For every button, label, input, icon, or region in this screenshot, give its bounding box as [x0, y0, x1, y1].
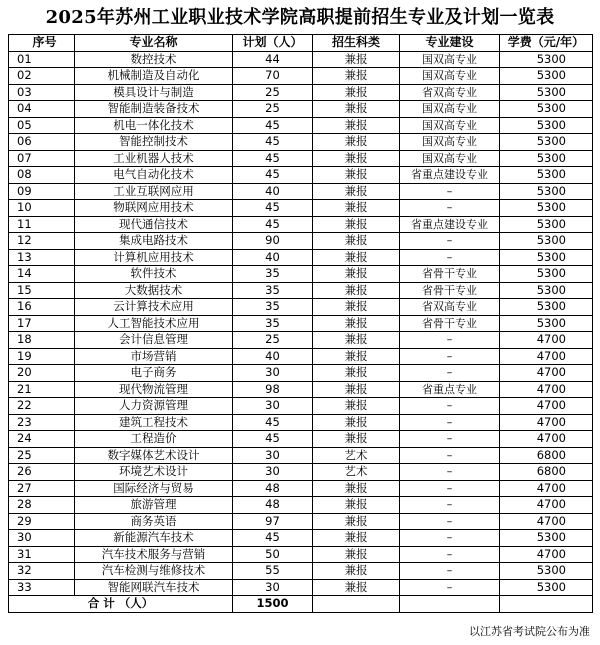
category-cell: 兼报	[313, 233, 400, 250]
tuition-cell: 5300	[500, 233, 593, 250]
plan-count-cell: 25	[233, 101, 313, 118]
category-cell: 兼报	[313, 51, 400, 68]
table-row	[9, 447, 593, 464]
table-row	[9, 299, 593, 316]
category-cell: 兼报	[313, 249, 400, 266]
tuition-cell: 5300	[500, 563, 593, 580]
category-cell: 兼报	[313, 381, 400, 398]
tuition-cell: 6800	[500, 464, 593, 481]
serial-cell: 28	[9, 497, 75, 514]
major-name-cell: 市场营销	[75, 348, 233, 365]
construction-cell: 国双高专业	[400, 51, 500, 68]
table-row	[9, 398, 593, 415]
tuition-cell: 4700	[500, 431, 593, 448]
plan-count-cell: 30	[233, 447, 313, 464]
construction-cell: –	[400, 546, 500, 563]
serial-cell: 01	[9, 51, 75, 68]
major-name-cell: 智能控制技术	[75, 134, 233, 151]
plan-count-cell: 45	[233, 431, 313, 448]
major-name-cell: 数字媒体艺术设计	[75, 447, 233, 464]
tuition-cell: 5300	[500, 315, 593, 332]
plan-count-cell: 40	[233, 183, 313, 200]
table-row	[9, 117, 593, 134]
major-name-cell: 现代通信技术	[75, 216, 233, 233]
serial-cell: 31	[9, 546, 75, 563]
table-row	[9, 233, 593, 250]
plan-count-cell: 35	[233, 282, 313, 299]
category-cell: 兼报	[313, 497, 400, 514]
serial-cell: 10	[9, 200, 75, 217]
major-name-cell: 汽车技术服务与营销	[75, 546, 233, 563]
construction-cell: 省双高专业	[400, 299, 500, 316]
construction-cell: –	[400, 249, 500, 266]
major-name-cell: 工业机器人技术	[75, 150, 233, 167]
construction-cell: –	[400, 497, 500, 514]
category-cell: 兼报	[313, 84, 400, 101]
major-name-cell: 人力资源管理	[75, 398, 233, 415]
category-cell: 兼报	[313, 414, 400, 431]
category-cell: 艺术	[313, 447, 400, 464]
tuition-cell: 4700	[500, 414, 593, 431]
major-name-cell: 机电一体化技术	[75, 117, 233, 134]
table-row	[9, 546, 593, 563]
plan-count-cell: 45	[233, 216, 313, 233]
tuition-cell: 5300	[500, 249, 593, 266]
category-cell: 兼报	[313, 299, 400, 316]
construction-cell: –	[400, 480, 500, 497]
category-cell: 艺术	[313, 464, 400, 481]
total-empty-cell	[313, 596, 400, 613]
table-row	[9, 530, 593, 547]
major-name-cell: 旅游管理	[75, 497, 233, 514]
major-name-cell: 建筑工程技术	[75, 414, 233, 431]
tuition-cell: 5300	[500, 101, 593, 118]
tuition-cell: 5300	[500, 84, 593, 101]
tuition-cell: 5300	[500, 117, 593, 134]
tuition-cell: 4700	[500, 381, 593, 398]
plan-count-cell: 45	[233, 117, 313, 134]
tuition-cell: 4700	[500, 497, 593, 514]
major-name-cell: 模具设计与制造	[75, 84, 233, 101]
tuition-cell: 6800	[500, 447, 593, 464]
table-row	[9, 84, 593, 101]
major-name-cell: 软件技术	[75, 266, 233, 283]
header-major-name: 专业名称	[75, 35, 233, 52]
construction-cell: –	[400, 183, 500, 200]
serial-cell: 17	[9, 315, 75, 332]
category-cell: 兼报	[313, 134, 400, 151]
major-name-cell: 物联网应用技术	[75, 200, 233, 217]
construction-cell: 省双高专业	[400, 84, 500, 101]
table-row	[9, 167, 593, 184]
plan-count-cell: 30	[233, 398, 313, 415]
category-cell: 兼报	[313, 480, 400, 497]
construction-cell: –	[400, 563, 500, 580]
table-header-row	[9, 35, 593, 52]
tuition-cell: 5300	[500, 68, 593, 85]
major-name-cell: 计算机应用技术	[75, 249, 233, 266]
tuition-cell: 5300	[500, 51, 593, 68]
major-name-cell: 智能制造装备技术	[75, 101, 233, 118]
plan-count-cell: 50	[233, 546, 313, 563]
serial-cell: 04	[9, 101, 75, 118]
tuition-cell: 4700	[500, 546, 593, 563]
table-row	[9, 266, 593, 283]
table-row	[9, 51, 593, 68]
category-cell: 兼报	[313, 332, 400, 349]
construction-cell: 省骨干专业	[400, 315, 500, 332]
category-cell: 兼报	[313, 216, 400, 233]
plan-count-cell: 45	[233, 414, 313, 431]
tuition-cell: 5300	[500, 134, 593, 151]
major-name-cell: 商务英语	[75, 513, 233, 530]
category-cell: 兼报	[313, 431, 400, 448]
serial-cell: 14	[9, 266, 75, 283]
tuition-cell: 4700	[500, 513, 593, 530]
plan-count-cell: 30	[233, 579, 313, 596]
header-tuition: 学费（元/年）	[500, 35, 593, 52]
enrollment-plan-table	[8, 34, 593, 613]
table-row	[9, 563, 593, 580]
table-row	[9, 68, 593, 85]
plan-count-cell: 45	[233, 134, 313, 151]
construction-cell: –	[400, 431, 500, 448]
tuition-cell: 5300	[500, 579, 593, 596]
tuition-cell: 5300	[500, 150, 593, 167]
plan-count-cell: 45	[233, 150, 313, 167]
construction-cell: –	[400, 348, 500, 365]
category-cell: 兼报	[313, 117, 400, 134]
major-name-cell: 会计信息管理	[75, 332, 233, 349]
header-category: 招生科类	[313, 35, 400, 52]
table-row	[9, 348, 593, 365]
table-row	[9, 464, 593, 481]
table-row	[9, 200, 593, 217]
plan-count-cell: 55	[233, 563, 313, 580]
table-row	[9, 249, 593, 266]
table-row	[9, 150, 593, 167]
serial-cell: 21	[9, 381, 75, 398]
construction-cell: 省骨干专业	[400, 266, 500, 283]
plan-count-cell: 70	[233, 68, 313, 85]
major-name-cell: 工业互联网应用	[75, 183, 233, 200]
construction-cell: –	[400, 365, 500, 382]
tuition-cell: 5300	[500, 200, 593, 217]
tuition-cell: 4700	[500, 398, 593, 415]
category-cell: 兼报	[313, 282, 400, 299]
tuition-cell: 5300	[500, 216, 593, 233]
construction-cell: 省重点建设专业	[400, 216, 500, 233]
serial-cell: 18	[9, 332, 75, 349]
serial-cell: 08	[9, 167, 75, 184]
table-row	[9, 497, 593, 514]
table-row	[9, 282, 593, 299]
serial-cell: 12	[9, 233, 75, 250]
serial-cell: 32	[9, 563, 75, 580]
category-cell: 兼报	[313, 200, 400, 217]
total-empty-cell	[500, 596, 593, 613]
category-cell: 兼报	[313, 167, 400, 184]
construction-cell: –	[400, 464, 500, 481]
plan-count-cell: 90	[233, 233, 313, 250]
category-cell: 兼报	[313, 348, 400, 365]
plan-count-cell: 45	[233, 167, 313, 184]
tuition-cell: 4700	[500, 348, 593, 365]
tuition-cell: 5300	[500, 167, 593, 184]
tuition-cell: 5300	[500, 299, 593, 316]
table-row	[9, 381, 593, 398]
serial-cell: 19	[9, 348, 75, 365]
serial-cell: 25	[9, 447, 75, 464]
major-name-cell: 电气自动化技术	[75, 167, 233, 184]
page-title: 2025年苏州工业职业技术学院高职提前招生专业及计划一览表	[45, 7, 555, 28]
construction-cell: 国双高专业	[400, 117, 500, 134]
construction-cell: –	[400, 513, 500, 530]
header-serial: 序号	[9, 35, 75, 52]
table-row	[9, 216, 593, 233]
construction-cell: 国双高专业	[400, 150, 500, 167]
major-name-cell: 电子商务	[75, 365, 233, 382]
plan-count-cell: 48	[233, 497, 313, 514]
plan-count-cell: 35	[233, 315, 313, 332]
category-cell: 兼报	[313, 150, 400, 167]
plan-count-cell: 98	[233, 381, 313, 398]
table-row	[9, 183, 593, 200]
total-label: 合 计 （人）	[9, 596, 233, 613]
major-name-cell: 人工智能技术应用	[75, 315, 233, 332]
table-body	[9, 51, 593, 596]
table-row	[9, 431, 593, 448]
serial-cell: 22	[9, 398, 75, 415]
serial-cell: 15	[9, 282, 75, 299]
table-row	[9, 134, 593, 151]
major-name-cell: 智能网联汽车技术	[75, 579, 233, 596]
construction-cell: –	[400, 233, 500, 250]
construction-cell: 国双高专业	[400, 68, 500, 85]
major-name-cell: 环境艺术设计	[75, 464, 233, 481]
serial-cell: 05	[9, 117, 75, 134]
plan-count-cell: 35	[233, 266, 313, 283]
plan-count-cell: 30	[233, 464, 313, 481]
total-value: 1500	[233, 596, 313, 613]
plan-count-cell: 45	[233, 200, 313, 217]
serial-cell: 27	[9, 480, 75, 497]
tuition-cell: 5300	[500, 530, 593, 547]
plan-count-cell: 48	[233, 480, 313, 497]
serial-cell: 07	[9, 150, 75, 167]
category-cell: 兼报	[313, 563, 400, 580]
serial-cell: 30	[9, 530, 75, 547]
major-name-cell: 大数据技术	[75, 282, 233, 299]
serial-cell: 03	[9, 84, 75, 101]
construction-cell: 省重点专业	[400, 381, 500, 398]
serial-cell: 13	[9, 249, 75, 266]
serial-cell: 29	[9, 513, 75, 530]
table-row	[9, 101, 593, 118]
category-cell: 兼报	[313, 68, 400, 85]
construction-cell: 省骨干专业	[400, 282, 500, 299]
serial-cell: 02	[9, 68, 75, 85]
header-plan: 计划（人）	[233, 35, 313, 52]
serial-cell: 11	[9, 216, 75, 233]
footnote: 以江苏省考试院公布为准	[469, 625, 590, 638]
major-name-cell: 国际经济与贸易	[75, 480, 233, 497]
category-cell: 兼报	[313, 546, 400, 563]
major-name-cell: 集成电路技术	[75, 233, 233, 250]
plan-count-cell: 35	[233, 299, 313, 316]
construction-cell: –	[400, 447, 500, 464]
total-empty-cell	[400, 596, 500, 613]
construction-cell: 省重点建设专业	[400, 167, 500, 184]
table-row	[9, 365, 593, 382]
tuition-cell: 5300	[500, 266, 593, 283]
serial-cell: 23	[9, 414, 75, 431]
table-row	[9, 414, 593, 431]
tuition-cell: 5300	[500, 183, 593, 200]
plan-count-cell: 44	[233, 51, 313, 68]
category-cell: 兼报	[313, 315, 400, 332]
serial-cell: 33	[9, 579, 75, 596]
serial-cell: 09	[9, 183, 75, 200]
major-name-cell: 汽车检测与维修技术	[75, 563, 233, 580]
total-row	[9, 596, 593, 613]
construction-cell: –	[400, 530, 500, 547]
major-name-cell: 工程造价	[75, 431, 233, 448]
plan-count-cell: 40	[233, 249, 313, 266]
serial-cell: 16	[9, 299, 75, 316]
major-name-cell: 新能源汽车技术	[75, 530, 233, 547]
major-name-cell: 现代物流管理	[75, 381, 233, 398]
construction-cell: 国双高专业	[400, 134, 500, 151]
plan-count-cell: 25	[233, 332, 313, 349]
construction-cell: –	[400, 332, 500, 349]
construction-cell: –	[400, 200, 500, 217]
serial-cell: 26	[9, 464, 75, 481]
table-row	[9, 315, 593, 332]
plan-count-cell: 97	[233, 513, 313, 530]
table-row	[9, 513, 593, 530]
tuition-cell: 4700	[500, 365, 593, 382]
construction-cell: –	[400, 579, 500, 596]
category-cell: 兼报	[313, 266, 400, 283]
serial-cell: 24	[9, 431, 75, 448]
major-name-cell: 机械制造及自动化	[75, 68, 233, 85]
category-cell: 兼报	[313, 183, 400, 200]
table-row	[9, 579, 593, 596]
construction-cell: 国双高专业	[400, 101, 500, 118]
table-row	[9, 332, 593, 349]
category-cell: 兼报	[313, 365, 400, 382]
table-row	[9, 480, 593, 497]
plan-count-cell: 40	[233, 348, 313, 365]
construction-cell: –	[400, 398, 500, 415]
category-cell: 兼报	[313, 579, 400, 596]
category-cell: 兼报	[313, 513, 400, 530]
category-cell: 兼报	[313, 101, 400, 118]
category-cell: 兼报	[313, 398, 400, 415]
header-construction: 专业建设	[400, 35, 500, 52]
serial-cell: 06	[9, 134, 75, 151]
major-name-cell: 数控技术	[75, 51, 233, 68]
category-cell: 兼报	[313, 530, 400, 547]
tuition-cell: 5300	[500, 282, 593, 299]
plan-count-cell: 30	[233, 365, 313, 382]
construction-cell: –	[400, 414, 500, 431]
tuition-cell: 4700	[500, 332, 593, 349]
tuition-cell: 4700	[500, 480, 593, 497]
plan-count-cell: 25	[233, 84, 313, 101]
serial-cell: 20	[9, 365, 75, 382]
plan-count-cell: 45	[233, 530, 313, 547]
major-name-cell: 云计算技术应用	[75, 299, 233, 316]
